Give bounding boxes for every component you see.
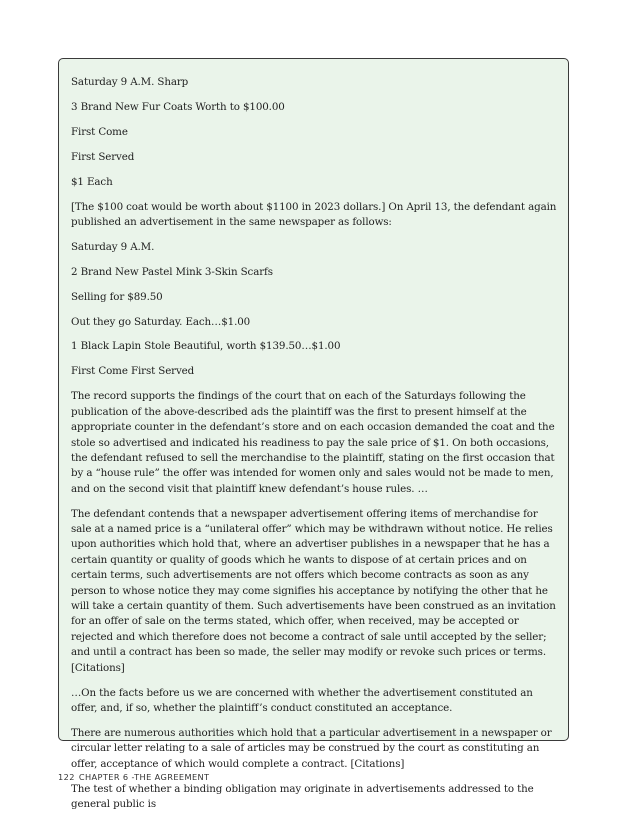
- page-number: 122: [58, 772, 75, 782]
- paragraph-facts-before-us: …On the facts before us we are concerned with whether the advertisement constituted an offer, and, if so, whether the plaintiff’s conduct constituted an acceptance.: [71, 686, 533, 714]
- ad-line-mink-scarfs: 2 Brand New Pastel Mink 3-Skin Scarfs: [71, 265, 273, 278]
- paragraph-record-findings: The record supports the findings of the court that on each of the Saturdays following the publication of the above-described ads the plaintiff was the first to present himself at the appropriate counter in the defendant’s store and on each occasion demanded the coat and the stole so advertised and indicated his readiness to pay the sale price of $1. On both occasions, the defendant refused to sell the merchandise to the plaintiff, stating on the first occasion that by a “house rule” the offer was intended for women only and sales would not be made to men, and on the second visit that plaintiff knew defendant’s house rules. …: [71, 390, 555, 495]
- page-footer: [58, 772, 213, 782]
- paragraph-defendant-contends: The defendant contends that a newspaper advertisement offering items of merchandise for sale at a named price is a “unilateral offer” which may be withdrawn without notice. He relies upon authorities which hold that, where an advertiser publishes in a newspaper that he has a certain quantity or quality of goods which he wants to dispose of at certain prices and on certain terms, such advertisements are not offers which become contracts as soon as any person to whose notice they may come signifies his acceptance by notifying the other that he will take a certain quantity of them. Such advertisements have been construed as an invitation for an offer of sale on the terms stated, which offer, when received, may be accepted or rejected and which therefore does not become a contract of sale until accepted by the seller; and until a contract has been so made, the seller may modify or revoke such prices or terms. [Citations]: [71, 507, 556, 674]
- paragraph-test-binding-obligation: The test of whether a binding obligation may originate in advertisements addressed to the general public is: [71, 782, 534, 811]
- ad-line-lapin-stole: 1 Black Lapin Stole Beautiful, worth $139.50…$1.00: [71, 340, 341, 353]
- paragraph-numerous-authorities: There are numerous authorities which hold that a particular advertisement in a newspaper or circular letter relating to a sale of articles may be construed by the court as constituting an offer, acceptance of which would complete a contract. [Citations]: [71, 726, 552, 770]
- running-head: CHAPTER 6 -THE AGREEMENT: [78, 772, 210, 782]
- ad-line-saturday-sharp: Saturday 9 A.M. Sharp: [71, 76, 189, 88]
- ad-line-first-come: First Come: [71, 125, 128, 138]
- ad-line-first-come-first-served: First Come First Served: [71, 365, 195, 378]
- ad-line-price: $1 Each: [71, 175, 113, 188]
- ad-line-selling-for: Selling for $89.50: [71, 290, 163, 303]
- ad-line-out-they-go: Out they go Saturday. Each…$1.00: [71, 315, 251, 328]
- paragraph-inflation-note: [The $100 coat would be worth about $1100 in 2023 dollars.] On April 13, the defendant again published an advertisement in the same newspaper as follows:: [71, 200, 557, 228]
- ad-line-saturday: Saturday 9 A.M.: [71, 240, 155, 253]
- ad-line-fur-coats: 3 Brand New Fur Coats Worth to $100.00: [71, 100, 285, 113]
- ad-line-first-served: First Served: [71, 150, 135, 163]
